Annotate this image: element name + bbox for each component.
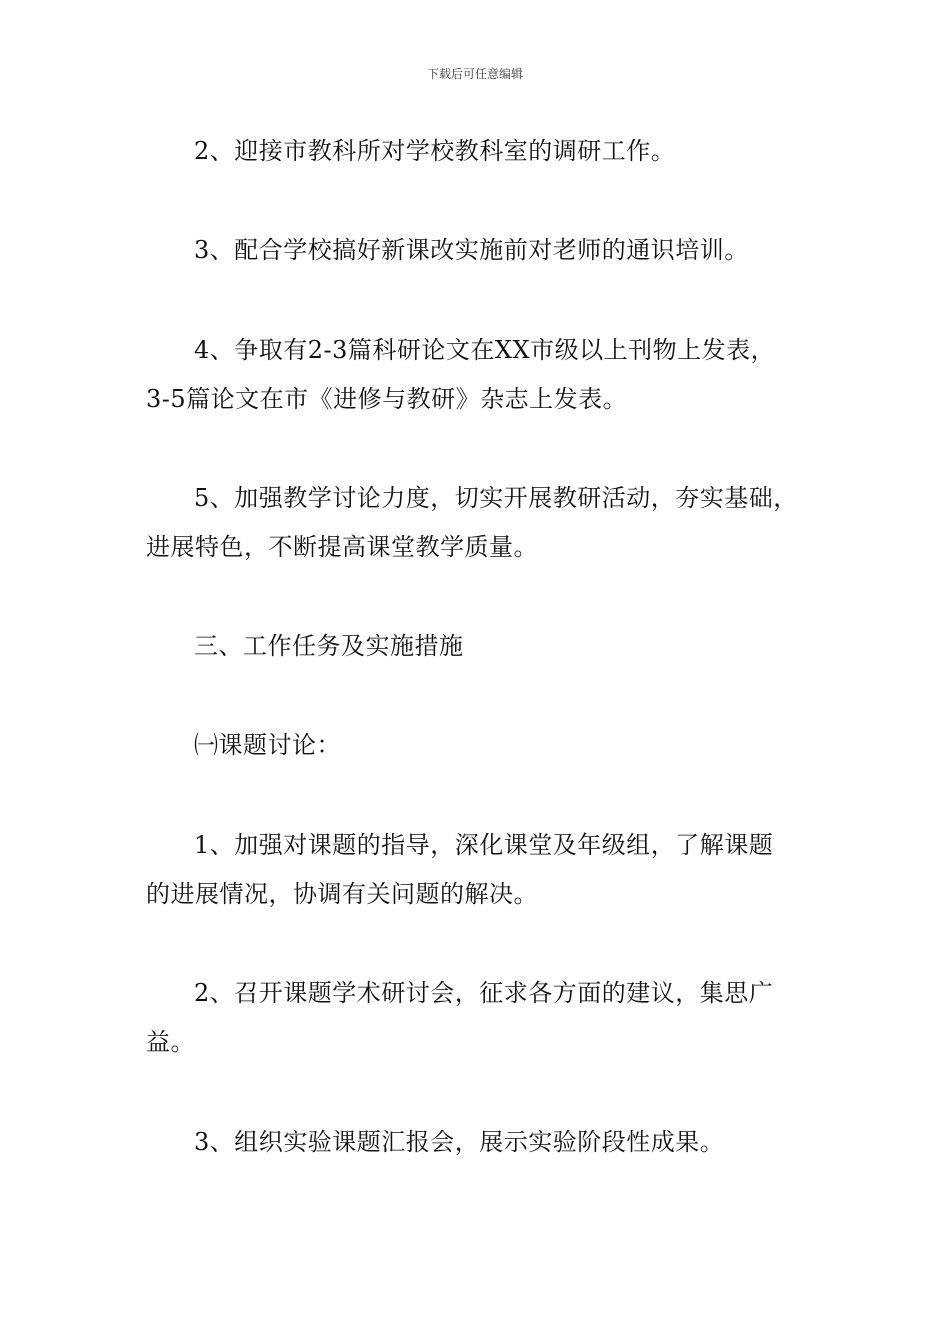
subsection-heading-1 xyxy=(146,721,836,770)
paragraph-line: 3、组织实验课题汇报会，展示实验阶段性成果。 xyxy=(194,1128,725,1156)
paragraph-line: 益。 xyxy=(146,1028,195,1056)
paragraph-task-3 xyxy=(146,1118,836,1167)
paragraph-goal-3 xyxy=(146,226,836,275)
paragraph-line: 三、工作任务及实施措施 xyxy=(194,632,464,660)
paragraph-line: 2、迎接市教科所对学校教科室的调研工作。 xyxy=(194,137,676,165)
paragraph-line: 3-5篇论文在市《进修与教研》杂志上发表。 xyxy=(146,385,628,413)
paragraph-goal-2 xyxy=(146,127,836,176)
paragraph-goal-4 xyxy=(146,326,836,424)
paragraph-line: 1、加强对课题的指导，深化课堂及年级组，了解课题 xyxy=(194,831,774,859)
paragraph-line: 5、加强教学讨论力度，切实开展教研活动，夯实基础， xyxy=(194,484,798,512)
page-header: 下载后可任意编辑 xyxy=(426,67,523,81)
paragraph-line: 进展特色，不断提高课堂教学质量。 xyxy=(146,533,538,561)
paragraph-task-2 xyxy=(146,969,836,1067)
paragraph-line: 4、争取有2-3篇科研论文在XX市级以上刊物上发表， xyxy=(194,336,776,364)
paragraph-goal-5 xyxy=(146,474,836,572)
paragraph-line: 3、配合学校搞好新课改实施前对老师的通识培训。 xyxy=(194,236,749,264)
section-heading-3 xyxy=(146,622,836,671)
paragraph-line: ㈠课题讨论： xyxy=(194,731,341,759)
paragraph-task-1 xyxy=(146,821,836,919)
paragraph-line: 的进展情况，协调有关问题的解决。 xyxy=(146,880,538,908)
paragraph-line: 2、召开课题学术研讨会，征求各方面的建议，集思广 xyxy=(194,979,774,1007)
